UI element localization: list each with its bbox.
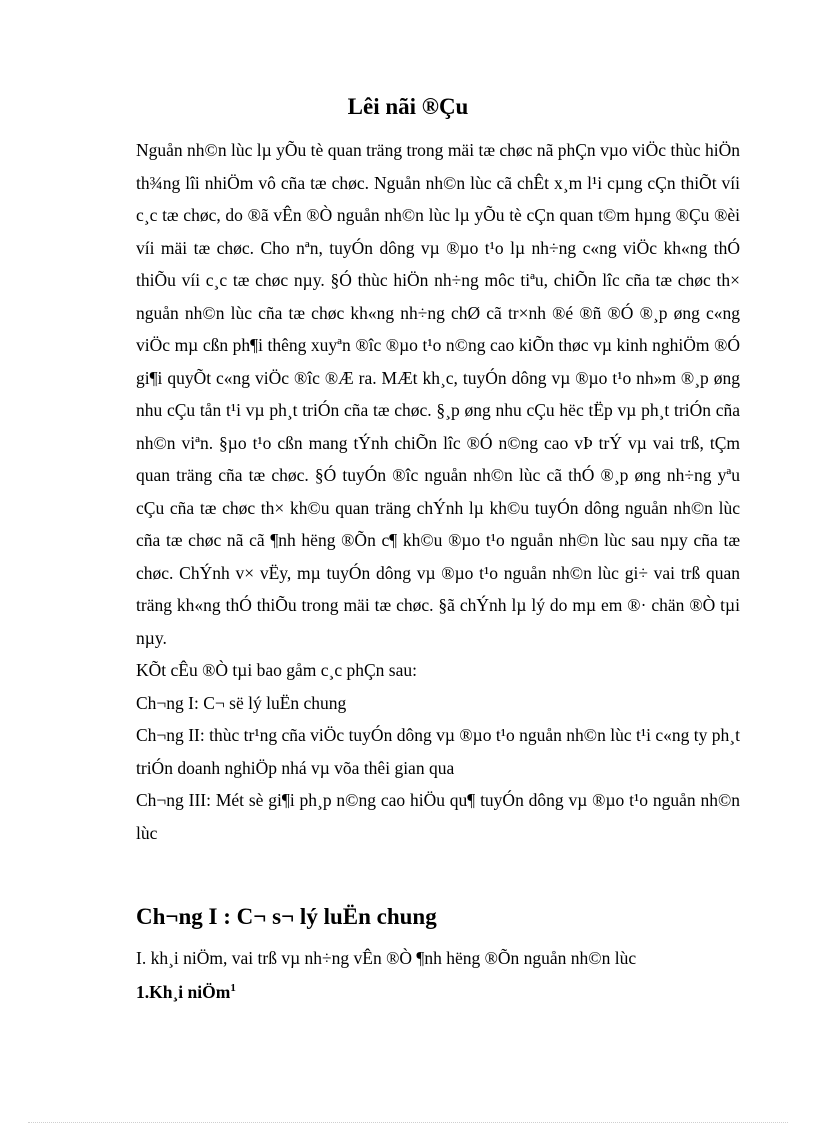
subsection-heading (136, 982, 236, 1003)
chapter-list-item: Ch¬ng III: Mét sè gi¶i ph¸p n©ng cao hiÖu qu¶ tuyÓn dông vµ ®µo t¹o nguån nh©n lùc (136, 790, 740, 843)
body-text (136, 134, 740, 849)
chapter-heading: Ch¬ng I : C¬ s¬ lý luËn chung (136, 904, 437, 929)
page-title: Lêi nãi ®Çu (347, 94, 469, 119)
chapter-list-item: Ch¬ng I: C¬ së lý luËn chung (136, 692, 347, 713)
subsection-title: 1.Kh¸i niÖm (136, 982, 231, 1002)
section-heading: I. kh¸i niÖm, vai trß vµ nh÷ng vÊn ®Ò ¶nh hëng ®Õn nguån nh©n lùc (136, 948, 637, 968)
chapter-list-item: Ch¬ng II: thùc tr¹ng cña viÖc tuyÓn dông vµ ®µo t¹o nguån nh©n lùc t¹i c«ng ty ph¸t triÓn doanh nghiÖp nhá vµ võa thêi gian qua (136, 725, 740, 778)
intro-paragraph: Nguån nh©n lùc lµ yÕu tè quan träng trong mäi tæ chøc nã phÇn vµo viÖc thùc hiÖn th¾ng lîi nhiÖm vô cña tæ chøc. Nguån nh©n lùc cã chÊt x¸m l¹i cµng cÇn thiÕt víi c¸c tæ chøc, do ®ã vÊn ®Ò nguån nh©n lùc lµ yÕu tè cÇn quan t©m hµng ®Çu ®èi víi mäi tæ chøc. Cho nªn, tuyÓn dông vµ ®µo t¹o lµ nh÷ng c«ng viÖc kh«ng thÓ thiÕu víi c¸c tæ chøc nµy. §Ó thùc hiÖn nh÷ng môc tiªu, chiÕn lîc cña tæ chøc th× nguån nh©n lùc cña tæ chøc kh«ng nh÷ng chØ cã tr×nh ®é ®ñ ®Ó ®¸p øng c«ng viÖc mµ cßn ph¶i thêng xuyªn ®îc ®µo t¹o n©ng cao kiÕn thøc vµ kinh nghiÖm ®Ó gi¶i quyÕt c«ng viÖc ®îc ®Æ ra. MÆt kh¸c, tuyÓn dông vµ ®µo t¹o nh»m ®¸p øng nhu cÇu tån t¹i vµ ph¸t triÓn cña tæ chøc. §¸p øng nhu cÇu hëc tËp vµ ph¸t triÓn cña nh©n viªn. §µo t¹o cßn mang tÝnh chiÕn lîc ®Ó n©ng cao vÞ trÝ vµ vai trß, tÇm quan träng cña tæ chøc. §Ó tuyÓn ®îc nguån nh©n lùc cã thÓ ®¸p øng nh÷ng yªu cÇu cña tæ chøc th× kh©u quan träng chÝnh lµ kh©u tuyÓn dông nguån nh©n lùc cña tæ chøc nã cã ¶nh hëng ®Õn c¶ kh©u ®µo t¹o nguån nh©n lùc sau nµy cña tæ chøc. ChÝnh v× vËy, mµ tuyÓn dông vµ ®µo t¹o nguån nh©n lùc gi÷ vai trß quan träng kh«ng thÓ thiÕu trong mäi tæ chøc. §ã chÝnh lµ lý do mµ em ®· chän ®Ò tµi nµy. (136, 140, 740, 648)
footnote-marker: 1 (230, 982, 236, 995)
structure-intro: KÕt cÊu ®Ò tµi bao gåm c¸c phÇn sau: (136, 660, 417, 680)
